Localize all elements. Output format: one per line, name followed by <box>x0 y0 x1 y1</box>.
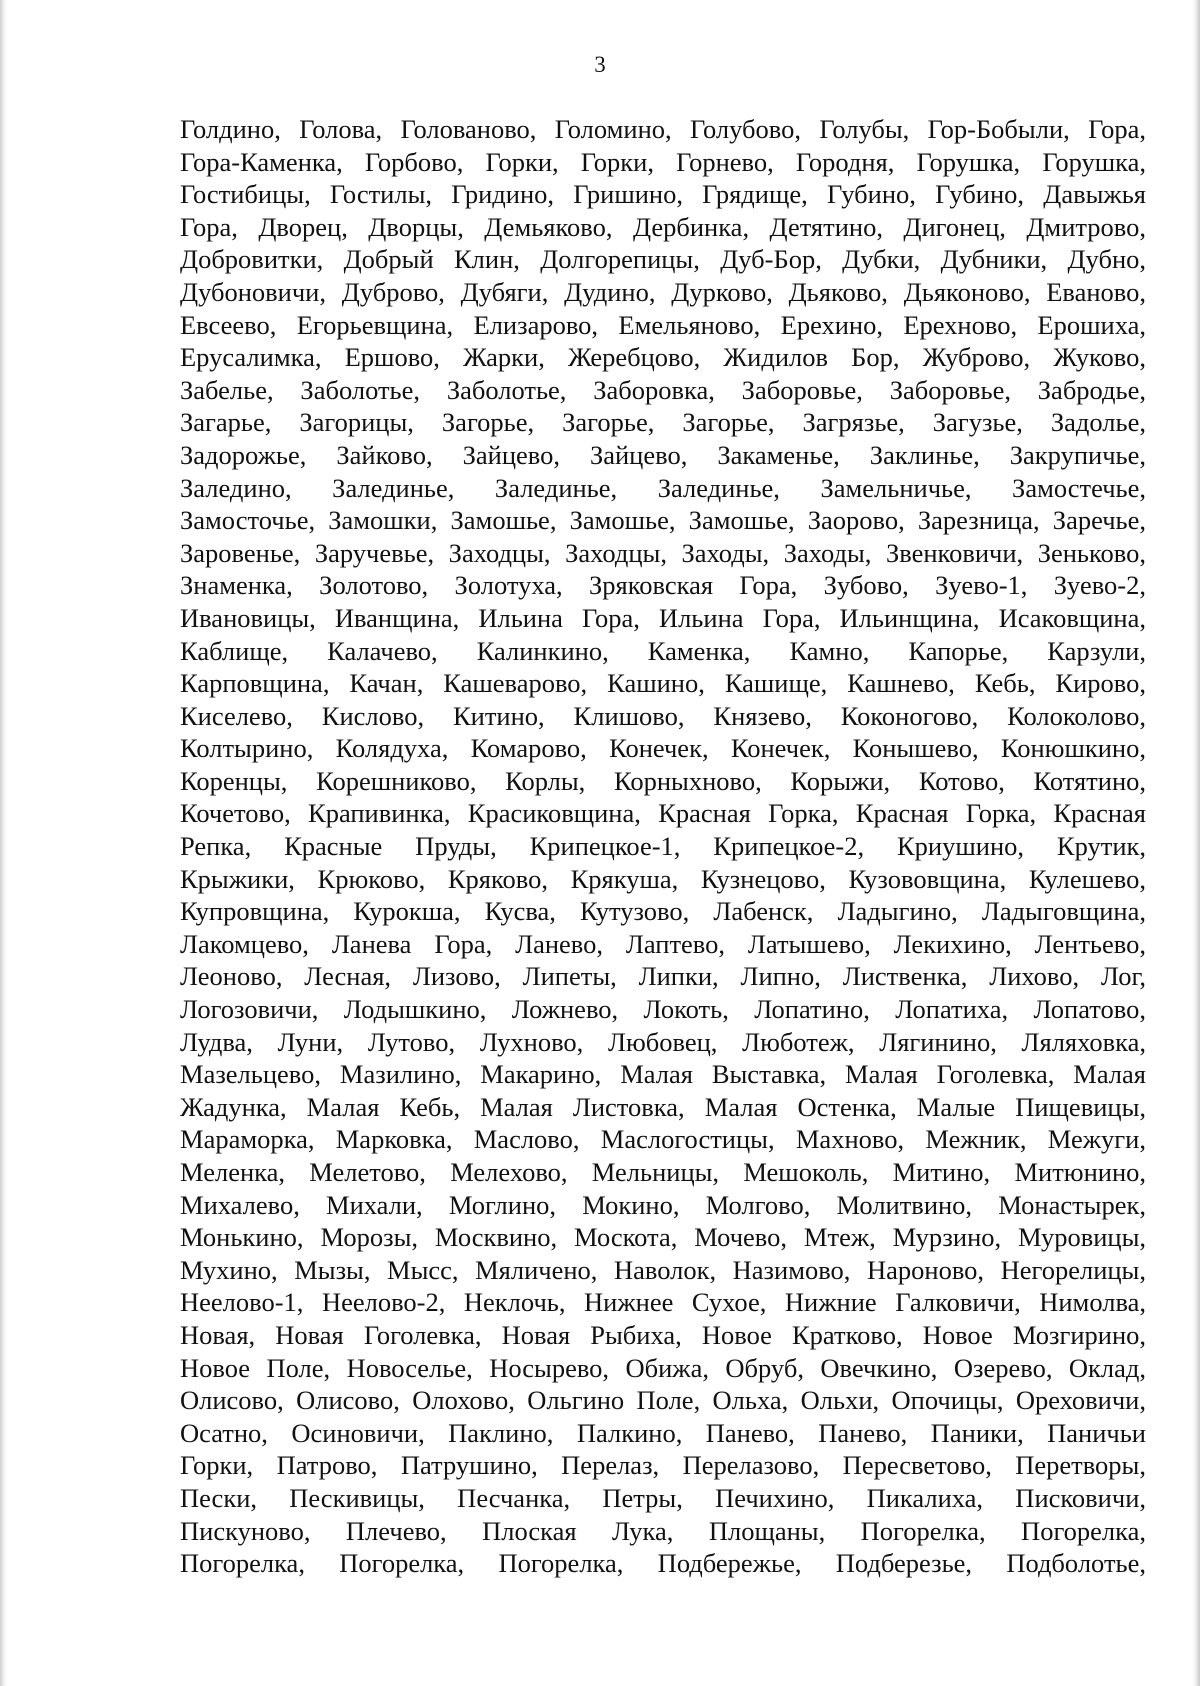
text-line: Карповщина, Качан, Кашеварово, Кашино, Кашище, Кашнево, Кебь, Кирово, <box>180 668 1146 699</box>
text-line: Мазельцево, Мазилино, Макарино, Малая Выставка, Малая Гоголевка, Малая <box>180 1059 1146 1090</box>
text-line: Горки, Патрово, Патрушино, Перелаз, Перелазово, Пересветово, Перетворы, <box>180 1450 1146 1481</box>
text-line: Осатно, Осиновичи, Паклино, Палкино, Панево, Панево, Паники, Паничьи <box>180 1417 1146 1448</box>
text-line: Жадунка, Малая Кебь, Малая Листовка, Малая Остенка, Малые Пищевицы, <box>180 1091 1146 1122</box>
text-line: Пески, Пескивицы, Песчанка, Петры, Печихино, Пикалиха, Писковичи, <box>180 1482 1146 1513</box>
text-line: Олисово, Олисово, Олохово, Ольгино Поле, Ольха, Ольхи, Опочицы, Ореховичи, <box>180 1385 1146 1416</box>
text-line: Загарье, Загорицы, Загорье, Загорье, Загорье, Загрязье, Загузье, Задолье, <box>180 407 1146 438</box>
text-line: Мараморка, Марковка, Маслово, Маслогостицы, Махново, Межник, Межуги, <box>180 1124 1146 1155</box>
text-line: Евсеево, Егорьевщина, Елизарово, Емельяново, Ерехино, Ерехново, Ерошиха, <box>180 309 1146 340</box>
text-line: Ивановицы, Иванщина, Ильина Гора, Ильина Гора, Ильинщина, Исаковщина, <box>180 602 1146 633</box>
text-line: Погорелка, Погорелка, Погорелка, Подбережье, Подберезье, Подболотье, <box>180 1548 1146 1579</box>
text-line: Леоново, Лесная, Лизово, Липеты, Липки, Липно, Лиственка, Лихово, Лог, <box>180 961 1146 992</box>
text-line: Коренцы, Корешниково, Корлы, Корныхново, Корыжи, Котово, Котятино, <box>180 765 1146 796</box>
text-line: Пискуново, Плечево, Плоская Лука, Площаны, Погорелка, Погорелка, <box>180 1515 1146 1546</box>
text-line: Гора, Дворец, Дворцы, Демьяково, Дербинка, Детятино, Дигонец, Дмитрово, <box>180 211 1146 242</box>
text-line: Заровенье, Заручевье, Заходцы, Заходцы, Заходы, Заходы, Звенковичи, Зеньково, <box>180 537 1146 568</box>
text-line: Каблище, Калачево, Калинкино, Каменка, Камно, Капорье, Карзули, <box>180 635 1146 666</box>
document-body-text <box>180 113 1146 1580</box>
text-line: Неелово-1, Неелово-2, Неклочь, Нижнее Сухое, Нижние Галковичи, Нимолва, <box>180 1287 1146 1318</box>
text-line: Крыжики, Крюково, Кряково, Крякуша, Кузнецово, Кузововщина, Кулешево, <box>180 863 1146 894</box>
text-line: Гостибицы, Гостилы, Гридино, Гришино, Грядище, Губино, Губино, Давыжья <box>180 179 1146 210</box>
scan-edge-left <box>0 0 7 1686</box>
text-line: Лакомцево, Ланева Гора, Ланево, Лаптево, Латышево, Лекихино, Лентьево, <box>180 928 1146 959</box>
page-number: 3 <box>594 52 606 77</box>
text-line: Замосточье, Замошки, Замошье, Замошье, Замошье, Заорово, Зарезница, Заречье, <box>180 505 1146 536</box>
text-line: Колтырино, Колядуха, Комарово, Конечек, Конечек, Конышево, Конюшкино, <box>180 733 1146 764</box>
text-line: Лудва, Луни, Лутово, Лухново, Любовец, Люботеж, Лягинино, Ляляховка, <box>180 1026 1146 1057</box>
text-line: Дубоновичи, Дуброво, Дубяги, Дудино, Дурково, Дьяково, Дьяконово, Еваново, <box>180 276 1146 307</box>
text-line: Ерусалимка, Ершово, Жарки, Жеребцово, Жидилов Бор, Жуброво, Жуково, <box>180 342 1146 373</box>
text-line: Мухино, Мызы, Мысс, Мяличено, Наволок, Назимово, Нароново, Негорелицы, <box>180 1254 1146 1285</box>
text-line: Забелье, Заболотье, Заболотье, Заборовка, Заборовье, Заборовье, Забродье, <box>180 374 1146 405</box>
text-line: Кочетово, Крапивинка, Красиковщина, Красная Горка, Красная Горка, Красная <box>180 798 1146 829</box>
scan-edge-right <box>1192 0 1200 1686</box>
text-line: Новая, Новая Гоголевка, Новая Рыбиха, Новое Кратково, Новое Мозгирино, <box>180 1319 1146 1350</box>
text-line: Логозовичи, Лодышкино, Ложнево, Локоть, Лопатино, Лопатиха, Лопатово, <box>180 994 1146 1025</box>
text-line: Гора-Каменка, Горбово, Горки, Горки, Горнево, Городня, Горушка, Горушка, <box>180 146 1146 177</box>
text-line: Заледино, Залединье, Залединье, Залединье, Замельничье, Замостечье, <box>180 472 1146 503</box>
text-line: Репка, Красные Пруды, Крипецкое-1, Крипецкое-2, Криушино, Крутик, <box>180 831 1146 862</box>
text-line: Киселево, Кислово, Китино, Клишово, Князево, Коконогово, Колоколово, <box>180 700 1146 731</box>
text-line: Михалево, Михали, Моглино, Мокино, Молгово, Молитвино, Монастырек, <box>180 1189 1146 1220</box>
text-line: Голдино, Голова, Голованово, Голомино, Голубово, Голубы, Гор-Бобыли, Гора, <box>180 114 1146 144</box>
text-line: Новое Поле, Новоселье, Носырево, Обижа, Обруб, Овечкино, Озерево, Оклад, <box>180 1352 1146 1383</box>
text-line: Задорожье, Зайково, Зайцево, Зайцево, Закаменье, Заклинье, Закрупичье, <box>180 439 1146 470</box>
text-line: Монькино, Морозы, Москвино, Москота, Мочево, Мтеж, Мурзино, Муровицы, <box>180 1222 1146 1253</box>
text-line: Добровитки, Добрый Клин, Долгорепицы, Дуб-Бор, Дубки, Дубники, Дубно, <box>180 244 1146 275</box>
text-line: Знаменка, Золотово, Золотуха, Зряковская Гора, Зубово, Зуево-1, Зуево-2, <box>180 570 1146 601</box>
text-line: Меленка, Мелетово, Мелехово, Мельницы, Мешоколь, Митино, Митюнино, <box>180 1157 1146 1187</box>
text-line: Купровщина, Курокша, Кусва, Кутузово, Лабенск, Ладыгино, Ладыговщина, <box>180 896 1146 927</box>
